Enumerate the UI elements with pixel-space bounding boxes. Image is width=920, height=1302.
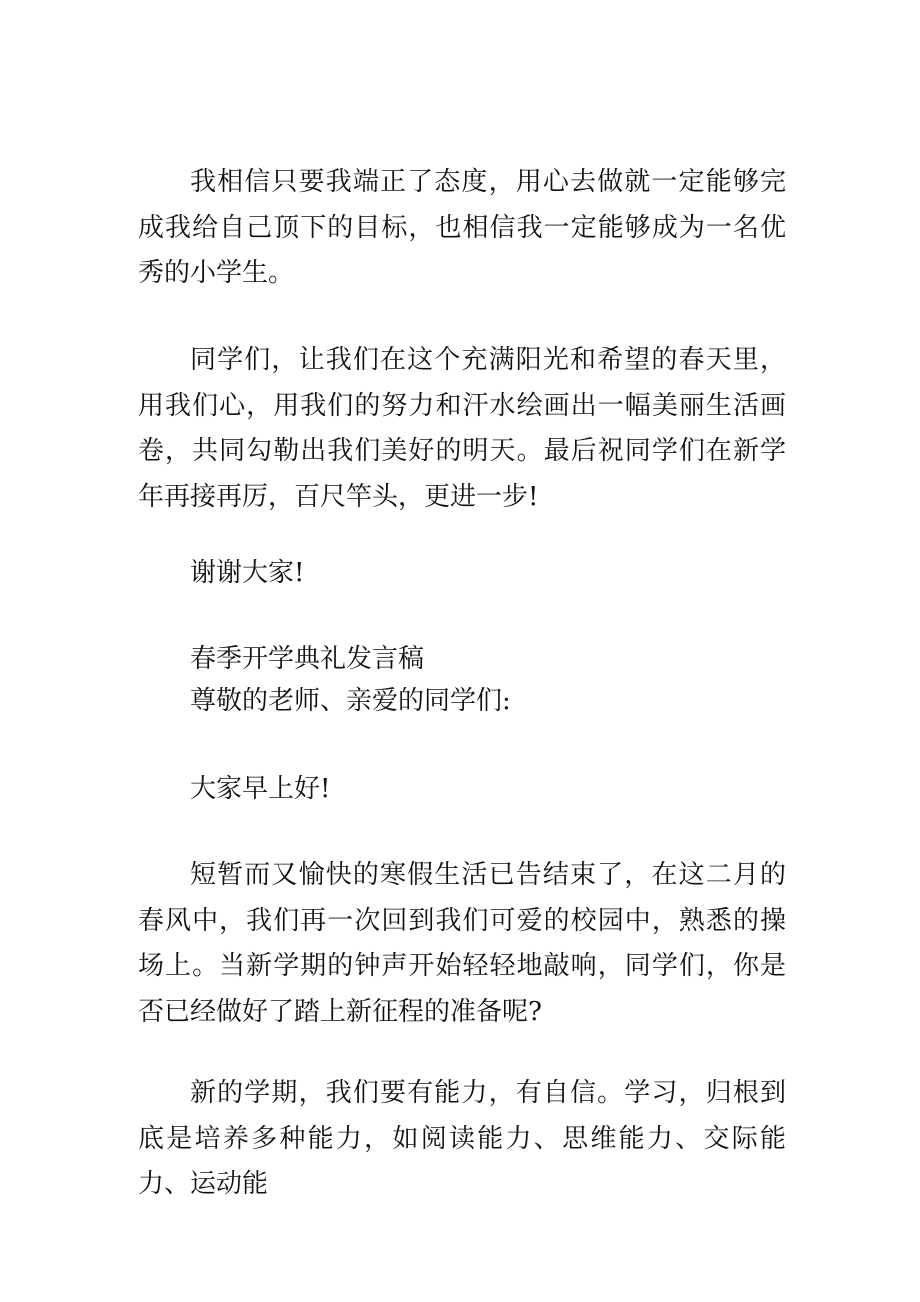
salutation: 尊敬的老师、亲爱的同学们: — [190, 686, 511, 716]
paragraph-new-semester: 短暂而又愉快的寒假生活已告结束了，在这二月的春风中，我们再一次回到我们可爱的校园中，熟悉的操场上。当新学期的钟声开始轻轻地敲响，同学们，你是否已经做好了踏上新征程的准备呢? — [138, 860, 786, 1027]
paragraph-encouragement: 同学们，让我们在这个充满阳光和希望的春天里，用我们心，用我们的努力和汗水绘画出一幅美丽生活画卷，共同勾勒出我们美好的明天。最后祝同学们在新学年再接再厉，百尺竿头，更进一步! — [138, 345, 786, 512]
paragraph-abilities: 新的学期，我们要有能力，有自信。学习，归根到底是培养多种能力，如阅读能力、思维能力、交际能力、运动能 — [138, 1078, 786, 1199]
speech-title: 春季开学典礼发言稿 — [190, 644, 425, 674]
greeting: 大家早上好! — [190, 774, 331, 804]
paragraph-thanks: 谢谢大家! — [190, 558, 305, 588]
paragraph-commitment: 我相信只要我端正了态度，用心去做就一定能够完成我给自己顶下的目标，也相信我一定能够成为一名优秀的小学生。 — [138, 167, 786, 288]
